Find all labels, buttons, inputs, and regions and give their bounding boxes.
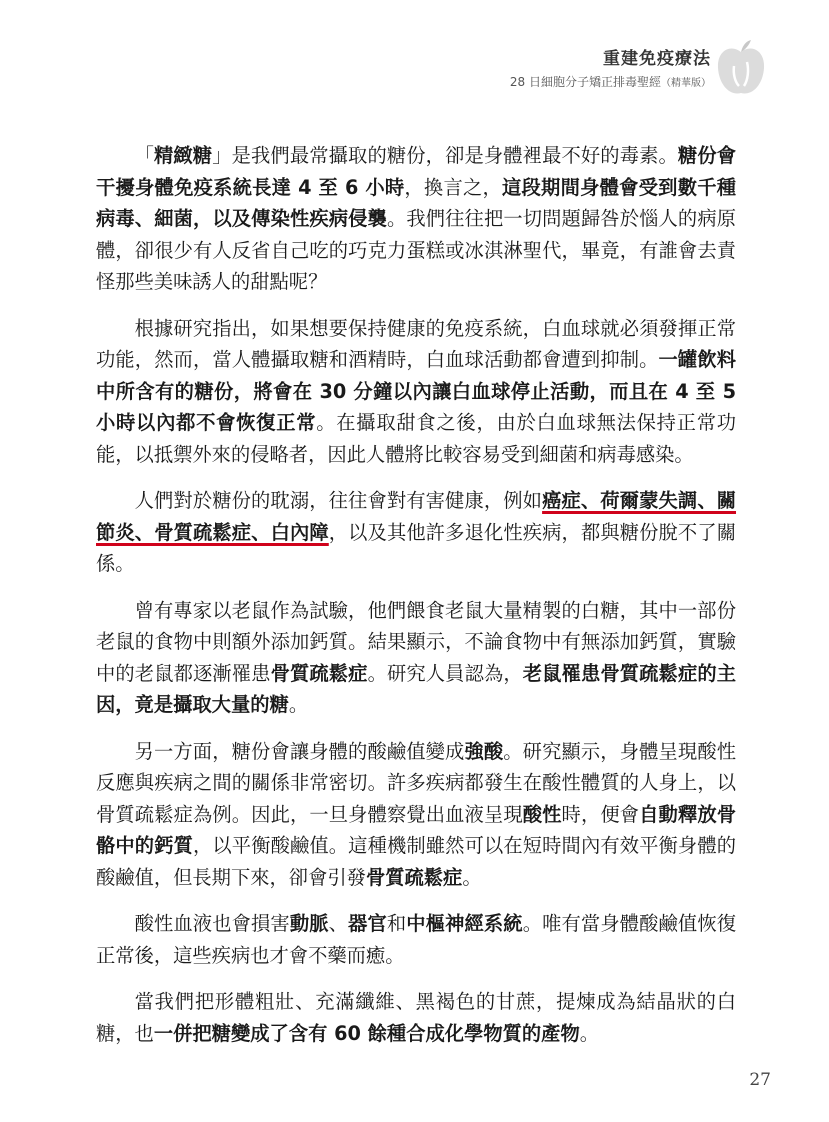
apple-icon <box>713 38 769 98</box>
text-run: 人們對於糖份的耽溺，往往會對有害健康，例如 <box>134 489 543 512</box>
text-run: 曾有專家以老鼠作為試驗，他們餵食老鼠大量精製的白糖，其中一部份老鼠的食物中則額外添加鈣質。結果顯示，不論食物中有無添加鈣質，實驗中的老鼠都逐漸罹患 <box>96 598 736 685</box>
text-run: 。研究顯示，身體呈現酸性反應與疾病之間的關係非常密切。許多疾病都發生在酸性體質的人身上，以骨質疏鬆症為例。因此，一旦身體察覺出血液呈現 <box>96 739 737 826</box>
bold-emphasis: 器官 <box>348 912 387 935</box>
bold-emphasis: 老鼠罹患骨質疏鬆症的主因，竟是攝取大量的糖 <box>96 661 737 716</box>
paragraph <box>96 140 736 298</box>
bold-emphasis: 自動釋放骨骼中的鈣質 <box>96 802 737 857</box>
paragraph <box>96 908 736 971</box>
subtitle-main: 28 日細胞分子矯正排毒聖經 <box>509 75 661 89</box>
text-run: ，換言之， <box>404 175 503 199</box>
bold-emphasis: 骨質疏鬆症 <box>365 865 463 889</box>
book-subtitle <box>510 73 711 90</box>
bold-emphasis: 精緻糖 <box>154 144 213 167</box>
text-run: 另一方面，糖份會讓身體的酸鹼值變成 <box>134 739 465 763</box>
bold-emphasis: 一罐飲料中所含有的糖份，將會在 30 分鐘以內讓白血球停止活動，而且在 4 至 5 小時以內都不會恢復正常 <box>96 348 737 434</box>
bold-emphasis: 強酸 <box>464 739 504 763</box>
text-run: 。在攝取甜食之後，由於白血球無法保持正常功能，以抵禦外來的侵略者，因此人體將比較容易受到細菌和病毒感染。 <box>96 411 737 466</box>
text-run: 。我們往往把一切問題歸咎於惱人的病原體，卻很少有人反省自己吃的巧克力蛋糕或冰淇淋聖代，畢竟，有誰會去責怪那些美味誘人的甜點呢？ <box>96 207 737 293</box>
paragraph <box>96 595 736 721</box>
paragraph <box>96 313 736 471</box>
bold-emphasis: 一併把糖變成了含有 60 餘種合成化學物質的產物 <box>153 1021 580 1045</box>
page-number: 27 <box>749 1070 771 1090</box>
text-run: 、 <box>328 912 349 935</box>
bold-emphasis: 中樞神經系統 <box>406 912 523 935</box>
bold-emphasis: 骨質疏鬆症 <box>270 661 368 685</box>
paragraph <box>96 736 736 894</box>
text-run: 。 <box>288 693 309 716</box>
body-text <box>96 140 736 1064</box>
paragraph <box>96 485 736 580</box>
running-header <box>510 44 711 90</box>
bold-emphasis: 動脈 <box>289 912 329 935</box>
text-run: 。唯有當身體酸鹼值恢復正常後，這些疾病也才會不藥而癒。 <box>96 912 737 967</box>
text-run: 當我們把形體粗壯、充滿纖維、黑褐色的甘蔗，提煉成為結晶狀的白糖，也 <box>96 990 736 1045</box>
text-run: 。 <box>462 865 482 889</box>
paragraph <box>96 986 736 1049</box>
text-run: 「 <box>134 144 154 167</box>
text-run: 。研究人員認為， <box>367 661 523 685</box>
text-run: 酸性血液也會損害 <box>134 912 290 935</box>
text-run: 。 <box>579 1021 600 1045</box>
text-run: 根據研究指出，如果想要保持健康的免疫系統，白血球就必須發揮正常功能，然而，當人體攝取糖和酒精時，白血球活動都會遭到抑制。 <box>96 316 736 371</box>
text-run: ，以及其他許多退化性疾病，都與糖份脫不了關係。 <box>96 520 737 575</box>
bold-emphasis: 這段期間身體會受到數千種病毒、細菌，以及傳染性疾病侵襲 <box>96 175 737 230</box>
text-run: 時，便會 <box>561 802 640 826</box>
text-run: 和 <box>386 912 407 935</box>
bold-emphasis: 糖份會干擾身體免疫系統長達 4 至 6 小時 <box>96 144 737 199</box>
book-title: 重建免疫療法 <box>603 49 711 69</box>
bold-emphasis: 酸性 <box>522 802 562 826</box>
subtitle-edition: （精華版） <box>661 78 711 89</box>
underlined-emphasis: 癌症、荷爾蒙失調、關節炎、骨質疏鬆症、白內障 <box>96 489 737 544</box>
text-run: 」是我們最常攝取的糖份，卻是身體裡最不好的毒素。 <box>212 144 678 167</box>
text-run: ，以平衡酸鹼值。這種機制雖然可以在短時間內有效平衡身體的酸鹼值，但長期下來，卻會引發 <box>96 834 737 889</box>
